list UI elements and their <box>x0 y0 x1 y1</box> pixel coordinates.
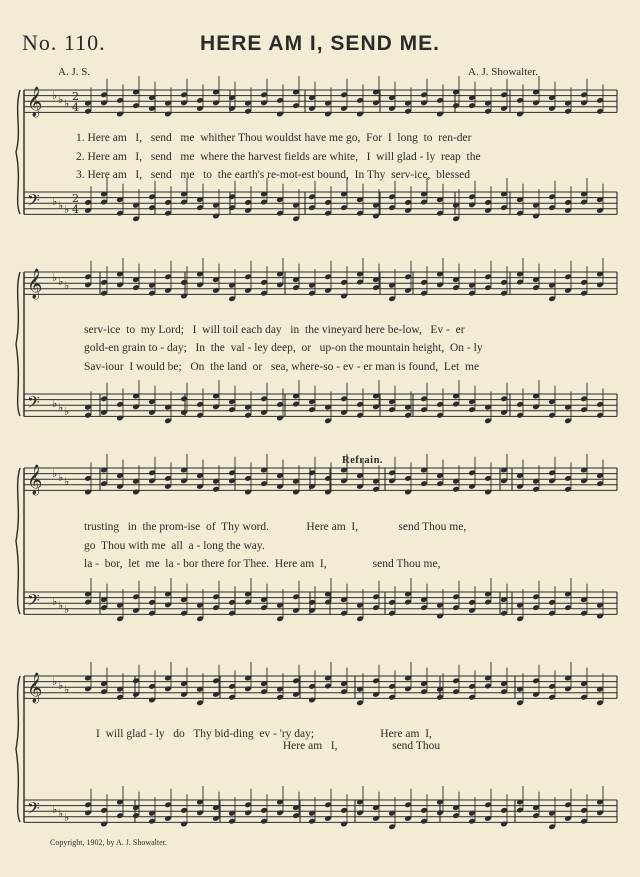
lyric-line: trusting in the prom-ise of Thy word. Here am I, send Thou me, <box>84 521 467 533</box>
treble-clef-icon: 𝄞 <box>27 465 43 495</box>
lyric-line: 3. Here am I, send me to the earth's re-mot-est bound, In Thy serv-ice, blessed <box>76 169 471 181</box>
brace-icon <box>16 90 20 214</box>
bass-clef-icon: 𝄢 <box>27 798 40 822</box>
lyric-line: la - bor, let me la - bor there for Thee. Here am I, send Thou me, <box>84 558 441 570</box>
lyric-line: 2. Here am I, send me where the harvest fields are white, I will glad - ly reap the <box>76 151 481 163</box>
refrain-label: Refrain. <box>342 455 384 466</box>
flat-icon: ♭ <box>64 279 70 292</box>
flat-icon: ♭ <box>52 803 58 816</box>
flat-icon: ♭ <box>52 467 58 480</box>
lyric-line: I will glad - ly do Thy bid-ding ev - 'ry day; Here am I, <box>96 728 432 740</box>
copyright-notice: Copyright, 1902, by A. J. Showalter. <box>50 838 167 847</box>
flat-icon: ♭ <box>58 679 64 692</box>
composer-credit: A. J. Showalter. <box>468 66 538 78</box>
flat-icon: ♭ <box>64 603 70 616</box>
flat-icon: ♭ <box>52 675 58 688</box>
lyric-line: Here am I, send Thou <box>96 740 441 752</box>
flat-icon: ♭ <box>58 471 64 484</box>
lyric-line: go Thou with me all a - long the way. <box>84 540 265 552</box>
flat-icon: ♭ <box>64 811 70 824</box>
lyric-line: gold-en grain to - day; In the val - ley deep, or up-on the mountain height, On - ly <box>84 342 483 354</box>
flat-icon: ♭ <box>58 807 64 820</box>
flat-icon: ♭ <box>64 475 70 488</box>
bass-clef-icon: 𝄢 <box>27 590 40 614</box>
flat-icon: ♭ <box>52 595 58 608</box>
flat-icon: ♭ <box>58 401 64 414</box>
flat-icon: ♭ <box>52 89 58 102</box>
treble-clef-icon: 𝄞 <box>27 87 43 117</box>
lyric-line: 1. Here am I, send me whither Thou wouldst have me go, For I long to ren-der <box>76 132 472 144</box>
brace-icon <box>16 468 20 614</box>
bass-clef-icon: 𝄢 <box>27 190 40 214</box>
flat-icon: ♭ <box>52 271 58 284</box>
brace-icon <box>16 272 20 416</box>
time-sig-icon: 4 <box>72 101 79 114</box>
brace-icon <box>16 676 20 822</box>
treble-clef-icon: 𝄞 <box>27 269 43 299</box>
flat-icon: ♭ <box>52 397 58 410</box>
flat-icon: ♭ <box>64 683 70 696</box>
time-sig-icon: 2 <box>72 90 79 103</box>
time-sig-icon: 2 <box>72 192 79 205</box>
bass-clef-icon: 𝄢 <box>27 392 40 416</box>
flat-icon: ♭ <box>58 199 64 212</box>
lyric-line: Sav-iour I would be; On the land or sea, where-so - ev - er man is found, Let me <box>84 361 480 373</box>
time-sig-icon: 4 <box>72 203 79 216</box>
flat-icon: ♭ <box>52 195 58 208</box>
flat-icon: ♭ <box>58 93 64 106</box>
flat-icon: ♭ <box>64 405 70 418</box>
hymn-title: HERE AM I, SEND ME. <box>200 32 440 55</box>
flat-icon: ♭ <box>64 97 70 110</box>
flat-icon: ♭ <box>64 203 70 216</box>
lyric-line: serv-ice to my Lord; I will toil each day in the vineyard here be-low, Ev - er <box>84 324 465 336</box>
flat-icon: ♭ <box>58 599 64 612</box>
flat-icon: ♭ <box>58 275 64 288</box>
lyricist-credit: A. J. S. <box>58 66 91 78</box>
hymn-number: No. 110. <box>22 30 106 55</box>
treble-clef-icon: 𝄞 <box>27 673 43 703</box>
